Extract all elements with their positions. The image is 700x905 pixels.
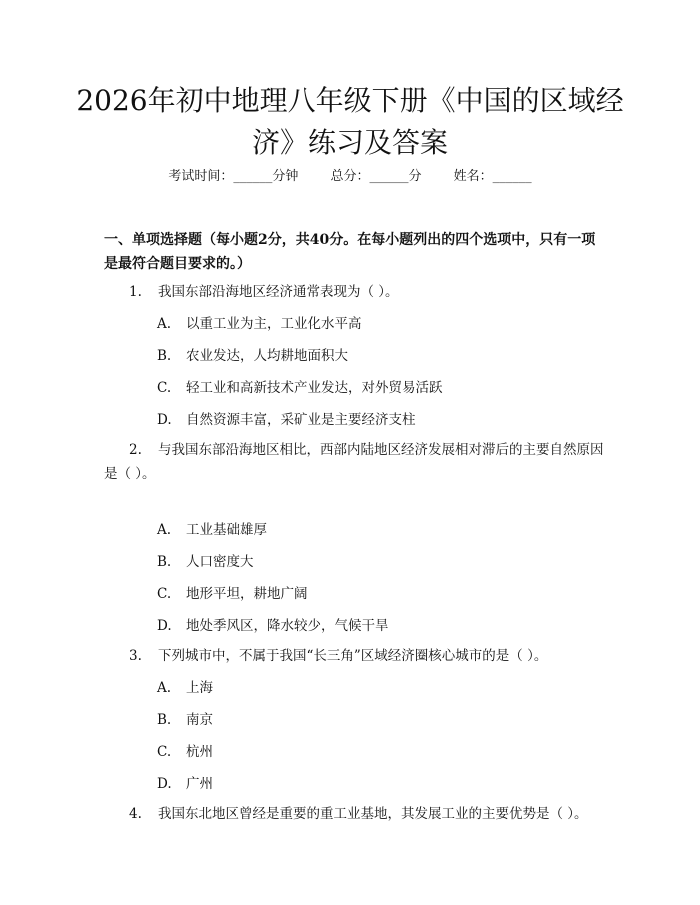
option-text: 地处季风区，降水较少，气候干旱 (186, 618, 389, 634)
question-text: 我国东部沿海地区经济通常表现为（ ）。 (158, 284, 399, 300)
option-3b (157, 710, 597, 730)
question-number: 2. (129, 442, 142, 458)
question-number: 4. (129, 806, 142, 822)
exam-info (0, 168, 700, 186)
question-text: 与我国东部沿海地区相比，西部内陆地区经济发展相对滞后的主要自然原因是（ ）。 (104, 442, 604, 482)
option-1a (157, 314, 597, 334)
document-title (0, 80, 700, 164)
option-text: 轻工业和高新技术产业发达，对外贸易活跃 (186, 380, 443, 396)
option-2b (157, 552, 597, 572)
option-letter: C. (157, 586, 172, 602)
question-text: 下列城市中，不属于我国“长三角”区域经济圈核心城市的是（ ）。 (158, 648, 548, 664)
option-text: 广州 (186, 776, 213, 792)
title-line-2: 济》练习及答案 (251, 126, 448, 159)
section-title: 一、单项选择题（每小题2分，共40分。在每小题列出的四个选项中，只有一项是最符合题目要求的。） (104, 232, 596, 272)
option-2c (157, 584, 597, 604)
title-line-1: 2026年初中地理八年级下册《中国的区域经 (76, 84, 624, 117)
option-letter: D. (157, 776, 172, 792)
option-text: 工业基础雄厚 (186, 522, 267, 538)
option-letter: C. (157, 380, 172, 396)
question-1 (104, 280, 604, 304)
option-letter: D. (157, 412, 172, 428)
option-1d (157, 410, 597, 430)
total-score: 总分：______分 (330, 169, 422, 184)
option-2d (157, 616, 597, 636)
question-text: 我国东北地区曾经是重要的重工业基地，其发展工业的主要优势是（ ）。 (158, 806, 588, 822)
option-3d (157, 774, 597, 794)
option-3a (157, 678, 597, 698)
option-2a (157, 520, 597, 540)
option-letter: A. (157, 316, 172, 332)
question-4 (104, 802, 604, 826)
option-text: 杭州 (186, 744, 213, 760)
option-letter: B. (157, 554, 172, 570)
option-letter: C. (157, 744, 172, 760)
question-number: 3. (129, 648, 142, 664)
option-text: 以重工业为主，工业化水平高 (186, 316, 362, 332)
option-letter: D. (157, 618, 172, 634)
option-letter: B. (157, 712, 172, 728)
exam-time: 考试时间：______分钟 (168, 169, 299, 184)
option-text: 人口密度大 (186, 554, 254, 570)
student-name: 姓名：______ (453, 169, 532, 184)
option-letter: B. (157, 348, 172, 364)
option-text: 农业发达，人均耕地面积大 (186, 348, 348, 364)
option-text: 上海 (186, 680, 213, 696)
option-text: 南京 (186, 712, 213, 728)
question-3 (104, 644, 604, 668)
option-letter: A. (157, 522, 172, 538)
option-text: 自然资源丰富，采矿业是主要经济支柱 (186, 412, 416, 428)
question-2 (104, 438, 604, 486)
option-text: 地形平坦，耕地广阔 (186, 586, 308, 602)
option-3c (157, 742, 597, 762)
option-1c (157, 378, 597, 398)
option-letter: A. (157, 680, 172, 696)
question-number: 1. (129, 284, 142, 300)
option-1b (157, 346, 597, 366)
